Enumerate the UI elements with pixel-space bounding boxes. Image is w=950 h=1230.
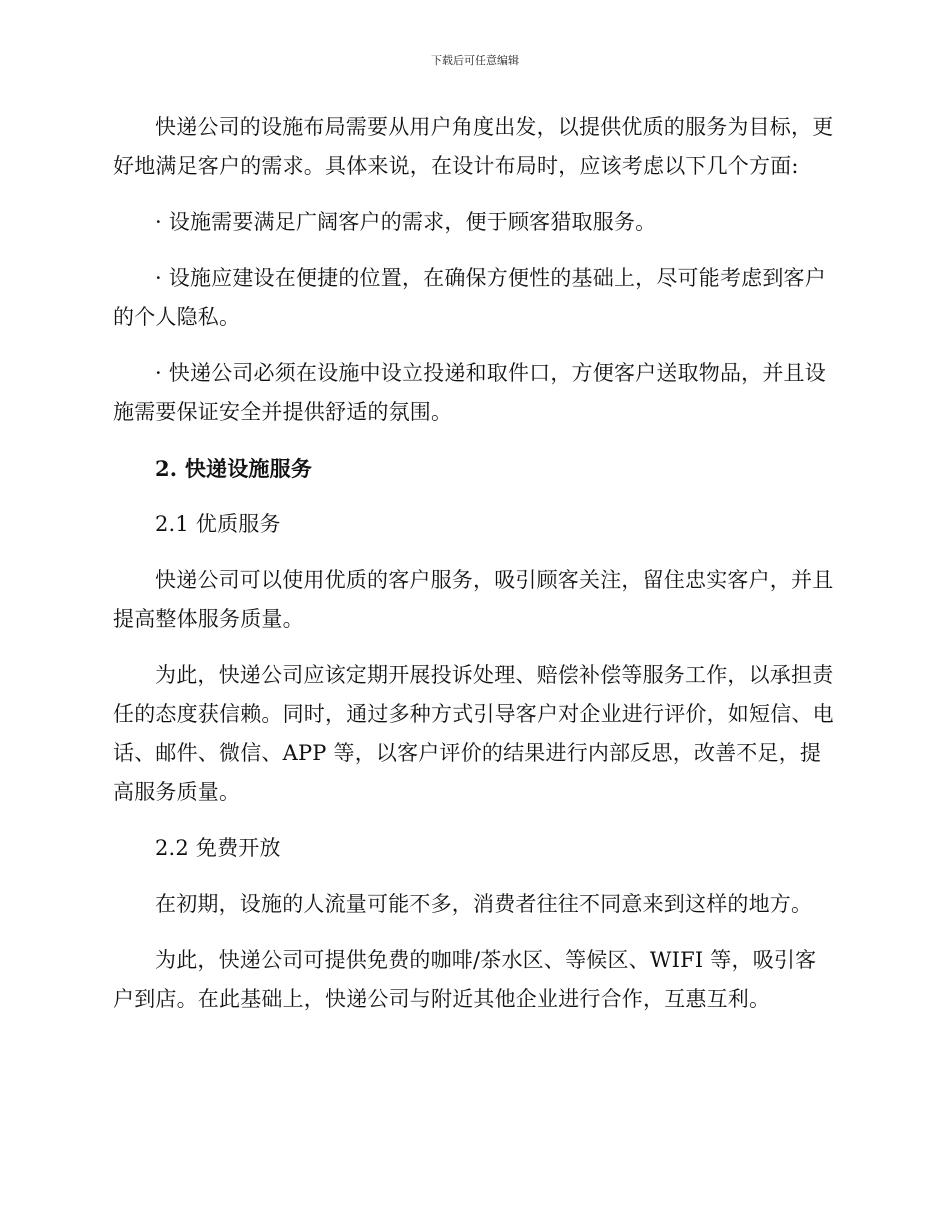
bullet-item: · 设施需要满足广阔客户的需求，便于顾客猎取服务。	[155, 210, 657, 234]
paragraph: 在初期，设施的人流量可能不多，消费者往往不同意来到这样的地方。	[155, 892, 813, 916]
bullet-item: · 快递公司必须在设施中设立投递和取件口，方便客户送取物品，并且设施需要保证安全并提供舒适的氛围。	[113, 361, 826, 424]
bullet-item: · 设施应建设在便捷的位置，在确保方便性的基础上，尽可能考虑到客户的个人隐私。	[113, 266, 826, 329]
paragraph: 为此，快递公司应该定期开展投诉处理、赔偿补偿等服务工作，以承担责任的态度获信赖。同时，通过多种方式引导客户对企业进行评价，如短信、电话、邮件、微信、APP 等，以客户评价的结果进行内部反思，改善不足，提高服务质量。	[113, 663, 834, 804]
paragraph: 快递公司可以使用优质的客户服务，吸引顾客关注，留住忠实客户，并且提高整体服务质量。	[113, 568, 834, 631]
page-header: 下载后可任意编辑	[431, 54, 519, 67]
document-body	[113, 108, 837, 1036]
section-heading: 2. 快递设施服务	[155, 456, 313, 481]
paragraph: 为此，快递公司可提供免费的咖啡/茶水区、等候区、WIFI 等，吸引客户到店。在此基础上，快递公司与附近其他企业进行合作，互惠互利。	[113, 948, 817, 1011]
subsection-heading: 2.2 免费开放	[155, 836, 281, 860]
subsection-heading: 2.1 优质服务	[155, 512, 281, 536]
paragraph-intro: 快递公司的设施布局需要从用户角度出发，以提供优质的服务为目标，更好地满足客户的需求。具体来说，在设计布局时，应该考虑以下几个方面:	[113, 115, 834, 178]
